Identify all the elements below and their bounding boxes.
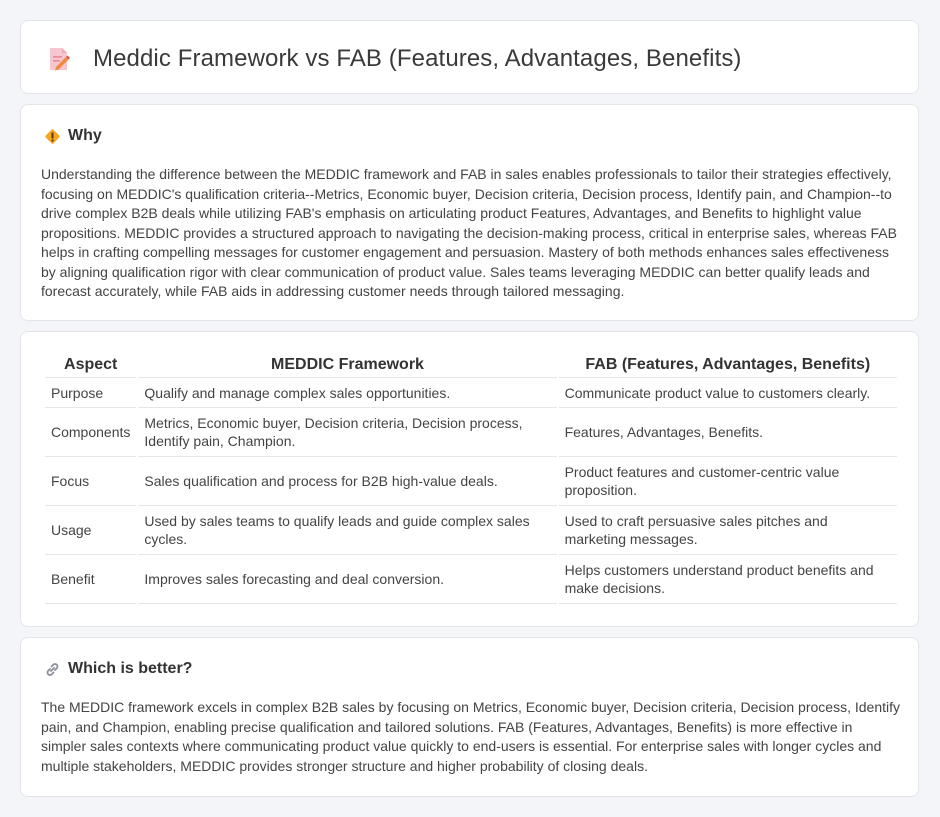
fab-cell: Communicate product value to customers clearly. <box>559 378 897 408</box>
title-card <box>20 20 919 94</box>
road-sign-icon <box>44 128 61 145</box>
table-row <box>45 378 897 408</box>
meddic-cell: Improves sales forecasting and deal conversion. <box>138 555 556 604</box>
aspect-cell: Focus <box>45 457 136 506</box>
link-icon <box>44 661 61 678</box>
aspect-cell: Usage <box>45 506 136 555</box>
fab-cell: Used to craft persuasive sales pitches and marketing messages. <box>559 506 897 555</box>
document-edit-icon <box>47 46 71 72</box>
table-row <box>45 408 897 457</box>
comparison-table-section <box>20 331 919 627</box>
which-is-better-section <box>20 637 919 797</box>
aspect-cell: Components <box>45 408 136 457</box>
aspect-cell: Purpose <box>45 378 136 408</box>
which-is-better-paragraph: The MEDDIC framework excels in complex B2B sales by focusing on Metrics, Economic buyer, Decision criteria, Decision process, Identify pain, and Champion, enabling precise qualification and tailored solutions. FAB (Features, Advantages, Benefits) is more effective in simpler sales contexts where communicating product value quickly to end-users is essential. For enterprise sales with longer cycles and multiple stakeholders, MEDDIC provides stronger structure and higher probability of closing deals. <box>41 699 900 774</box>
why-section <box>20 104 919 321</box>
aspect-cell: Benefit <box>45 555 136 604</box>
which-is-better-heading: Which is better? <box>68 660 193 677</box>
header-aspect: Aspect <box>45 354 136 378</box>
table-row <box>45 506 897 555</box>
page-title: Meddic Framework vs FAB (Features, Advantages, Benefits) <box>93 45 742 72</box>
header-fab: FAB (Features, Advantages, Benefits) <box>559 354 897 378</box>
meddic-cell: Metrics, Economic buyer, Decision criteria, Decision process, Identify pain, Champion. <box>138 408 556 457</box>
meddic-cell: Used by sales teams to qualify leads and guide complex sales cycles. <box>138 506 556 555</box>
header-meddic: MEDDIC Framework <box>138 354 556 378</box>
comparison-table <box>43 354 899 604</box>
why-paragraph: Understanding the difference between the MEDDIC framework and FAB in sales enables professionals to tailor their strategies effectively, focusing on MEDDIC's qualification criteria--Metrics, Economic buyer, Decision criteria, Decision process, Identify pain, and Champion--to drive complex B2B deals while utilizing FAB's emphasis on articulating product Features, Advantages, and Benefits to highlight value propositions. MEDDIC provides a structured approach to navigating the decision-making process, critical in enterprise sales, whereas FAB helps in crafting compelling messages for customer engagement and persuasion. Mastery of both methods enhances sales effectiveness by aligning qualification rigor with clear communication of product value. Sales teams leveraging MEDDIC can better qualify leads and forecast accurately, while FAB aids in addressing customer needs through tailored messaging. <box>41 166 897 299</box>
fab-cell: Features, Advantages, Benefits. <box>559 408 897 457</box>
meddic-cell: Qualify and manage complex sales opportunities. <box>138 378 556 408</box>
fab-cell: Helps customers understand product benefits and make decisions. <box>559 555 897 604</box>
fab-cell: Product features and customer-centric value proposition. <box>559 457 897 506</box>
table-header-row <box>45 354 897 378</box>
meddic-cell: Sales qualification and process for B2B high-value deals. <box>138 457 556 506</box>
table-row <box>45 457 897 506</box>
table-row <box>45 555 897 604</box>
why-heading: Why <box>68 127 102 144</box>
